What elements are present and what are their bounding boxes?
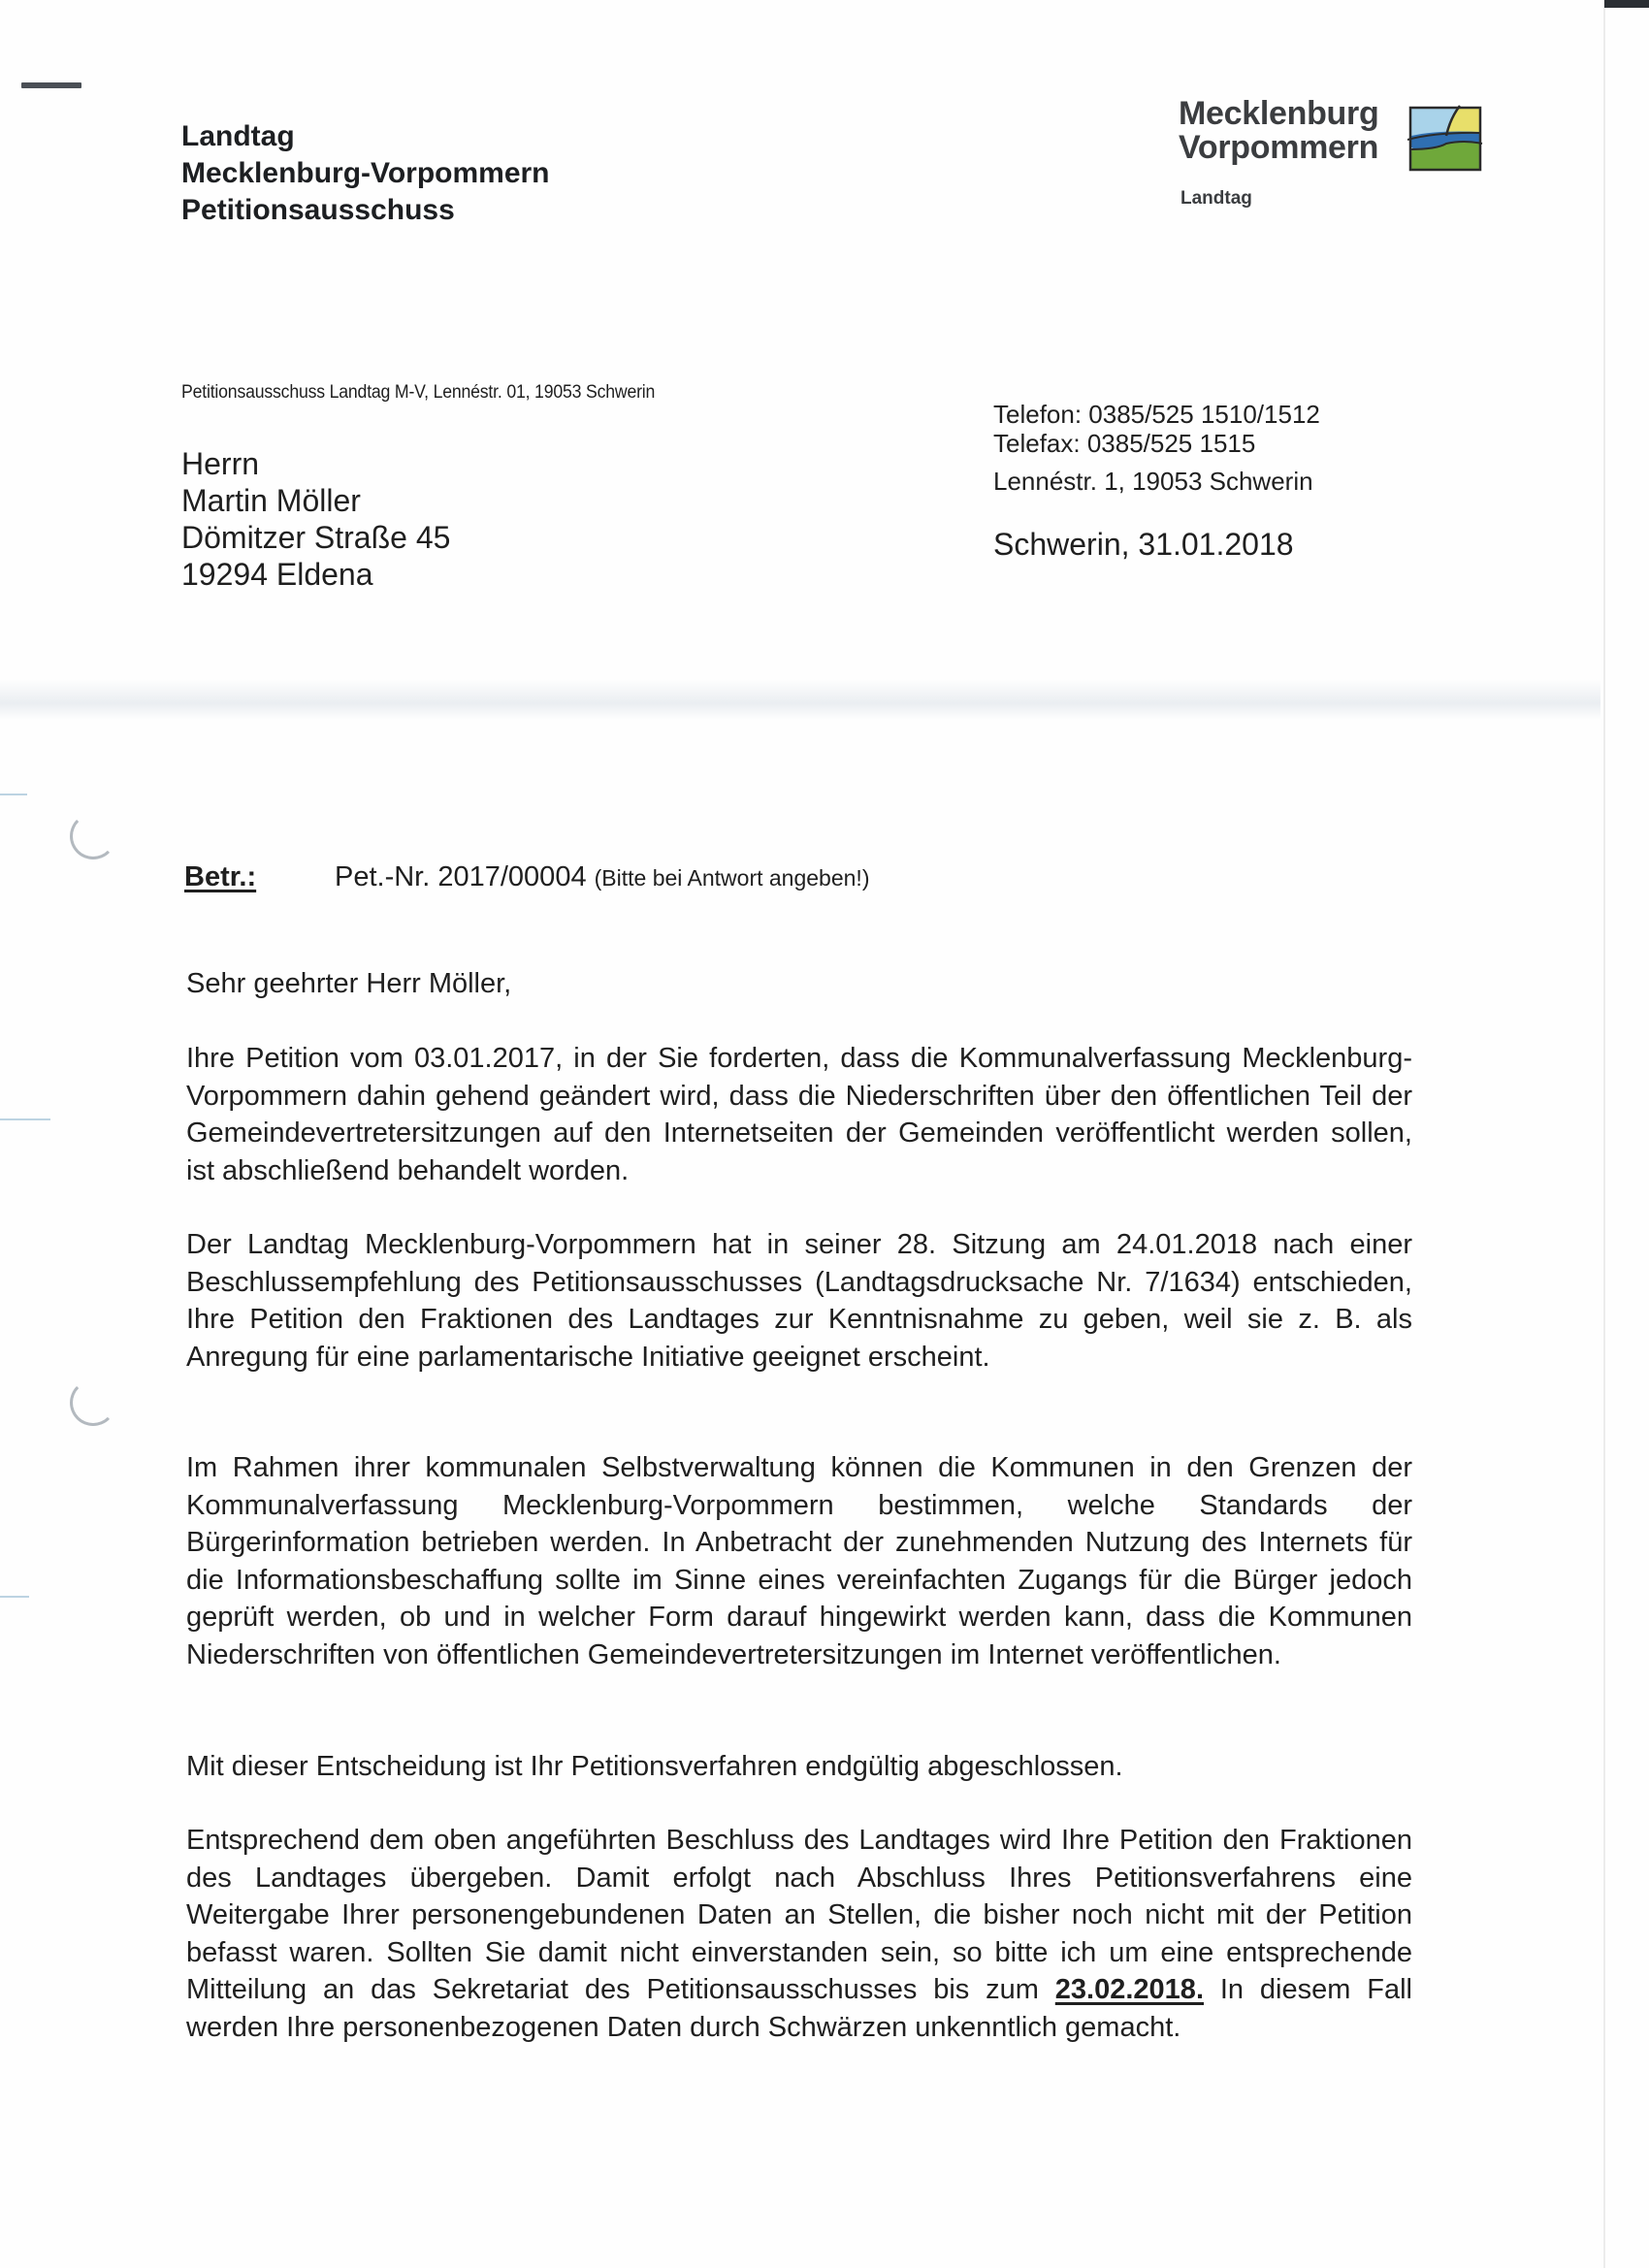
paragraph-text: In diesem Fall werden Ihre personenbezogenen Daten durch Schwärzen unkenntlich gemacht.: [186, 1974, 1413, 2043]
fold-mark: [0, 1596, 29, 1598]
recipient-title: Herrn: [181, 446, 260, 481]
fax-number: Telefax: 0385/525 1515: [993, 429, 1256, 458]
scan-edge: [1603, 0, 1605, 2268]
subject-line: [184, 861, 869, 893]
state-landscape-logo-icon: [1407, 105, 1483, 173]
fold-mark: [0, 1118, 50, 1120]
sender-block: [181, 118, 550, 229]
logo-subtitle: Landtag: [1180, 188, 1252, 209]
logo-wordmark: [1179, 97, 1378, 165]
punch-hole-icon: [70, 1379, 116, 1426]
recipient-address: [181, 445, 450, 593]
body-paragraph: Ihre Petition vom 03.01.2017, in der Sie forderten, dass die Kommunalverfassung Mecklenburg-Vorpommern dahin gehend geändert wird, dass die Niederschriften über den öffentlichen Teil der Gemeindevertretersitzungen auf den Internetseiten der Gemeinden veröffentlicht werden sollen, ist abschließend behandelt worden.: [186, 1043, 1412, 1186]
recipient-city: 19294 Eldena: [181, 557, 373, 592]
contact-block: [993, 400, 1320, 562]
scan-corner-mark: [1604, 0, 1649, 8]
recipient-name: Martin Möller: [181, 483, 361, 518]
body-paragraph: Im Rahmen ihrer kommunalen Selbstverwaltung können die Kommunen in den Grenzen der Kommunalverfassung Mecklenburg-Vorpommern bestimmen, welche Standards der Bürgerinformation betrieben werden. In Anbetracht der zunehmenden Nutzung des Internets für die Informationsbeschaffung sollte im Sinne eines vereinfachten Zugangs für die Bürger jedoch geprüft werden, ob und in welcher Form darauf hingewirkt werden kann, dass die Kommunen Niederschriften von öffentlichen Gemeindevertretersitzungen im Internet veröffentlichen.: [186, 1452, 1412, 1670]
subject-note: (Bitte bei Antwort angeben!): [594, 865, 870, 891]
logo-line: Mecklenburg: [1179, 95, 1379, 132]
salutation: Sehr geehrter Herr Möller,: [186, 968, 512, 999]
logo-line: Vorpommern: [1179, 129, 1379, 166]
subject-label: Betr.:: [184, 861, 257, 892]
place-date: Schwerin, 31.01.2018: [993, 527, 1294, 562]
body-paragraph: Der Landtag Mecklenburg-Vorpommern hat in seiner 28. Sitzung am 24.01.2018 nach einer Beschlussempfehlung des Petitionsausschusses (Landtagsdrucksache Nr. 7/1634) entschieden, Ihre Petition den Fraktionen des Landtages zur Kenntnisnahme zu geben, weil sie z. B. als Anregung für eine parlamentarische Initiative geeignet erscheint.: [186, 1229, 1412, 1373]
petition-number: Pet.-Nr. 2017/00004: [335, 861, 587, 892]
fold-dash-mark: [21, 82, 81, 88]
sender-line: Mecklenburg-Vorpommern: [181, 157, 550, 189]
deadline-date: 23.02.2018.: [1054, 1974, 1204, 2006]
recipient-street: Dömitzer Straße 45: [181, 520, 451, 555]
sender-line: Landtag: [181, 120, 295, 152]
scan-shadow-band: [0, 679, 1600, 720]
fold-mark: [0, 794, 27, 795]
office-address: Lennéstr. 1, 19053 Schwerin: [993, 467, 1313, 496]
body-paragraph: Mit dieser Entscheidung ist Ihr Petitionsverfahren endgültig abgeschlossen.: [186, 1751, 1123, 1782]
body-paragraph: [186, 1822, 1412, 2047]
paragraph-text: Entsprechend dem oben angeführten Beschluss des Landtages wird Ihre Petition den Fraktionen des Landtages übergeben. Damit erfolgt nach Abschluss Ihres Petitionsverfahrens eine Weitergabe Ihrer personengebundenen Daten an Stellen, die bisher noch nicht mit der Petition befasst waren. Sollten Sie damit nicht einverstanden sein, so bitte ich um eine entsprechende Mitteilung an das Sekretariat des Petitionsausschusses bis zum: [186, 1825, 1412, 2006]
punch-hole-icon: [70, 813, 116, 859]
phone-number: Telefon: 0385/525 1510/1512: [993, 400, 1320, 429]
return-address: Petitionsausschuss Landtag M-V, Lennéstr. 01, 19053 Schwerin: [181, 382, 656, 403]
sender-line: Petitionsausschuss: [181, 194, 455, 226]
